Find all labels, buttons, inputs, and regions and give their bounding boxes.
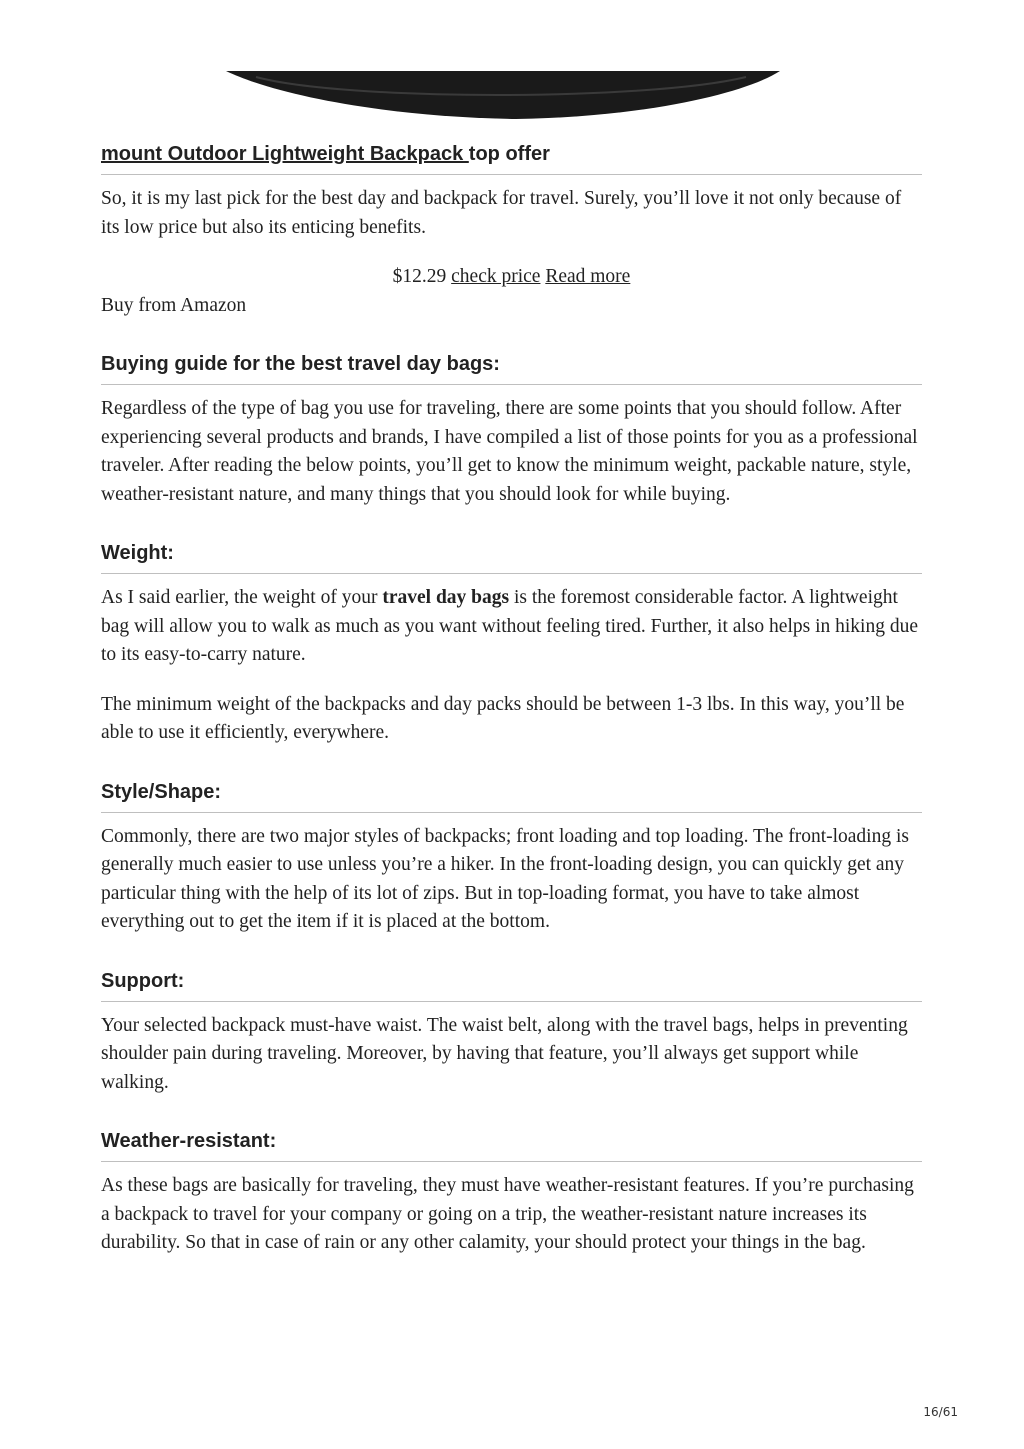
article-content: [101, 140, 922, 1258]
check-price-link[interactable]: check price: [451, 266, 541, 287]
page-number: 16/61: [923, 1405, 958, 1419]
style-paragraph: Commonly, there are two major styles of backpacks; front loading and top loading. The front-loading is generally much easier to use unless you’re a hiker. In the front-loading design, you can quickly get any particular thing with the help of its lot of zips. But in top-loading format, you have to take almost everything out to get the item if it is placed at the bottom.: [101, 825, 909, 932]
weight-heading: Weight:: [101, 539, 922, 574]
support-heading: Support:: [101, 967, 922, 1002]
weight-paragraph-2: The minimum weight of the backpacks and day packs should be between 1-3 lbs. In this way, you’ll be able to use it efficiently, everywhere.: [101, 693, 905, 743]
weight-text-start: As I said earlier, the weight of your: [101, 587, 383, 608]
product-description: So, it is my last pick for the best day and backpack for travel. Surely, you’ll love it not only because of its low price but also its enticing benefits.: [101, 188, 902, 238]
weight-paragraph-1: [101, 584, 922, 670]
price-line: [101, 263, 922, 292]
support-paragraph: Your selected backpack must-have waist. The waist belt, along with the travel bags, helps in preventing shoulder pain during traveling. Moreover, by having that feature, you’ll always get support while walking.: [101, 1014, 908, 1093]
product-heading: [101, 140, 922, 175]
weight-text-end: is the foremost considerable factor. A lightweight bag will allow you to walk as much as you want without feeling tired. Further, it also helps in hiking due to its easy-to-carry nature.: [101, 587, 919, 665]
backpack-bottom-image: [226, 71, 780, 121]
style-heading: Style/Shape:: [101, 778, 922, 813]
weather-heading: Weather-resistant:: [101, 1127, 922, 1162]
price-value: $12.29: [392, 266, 447, 287]
travel-day-bags-keyword: travel day bags: [382, 587, 510, 608]
weather-paragraph: As these bags are basically for traveling, they must have weather-resistant features. If you’re purchasing a backpack to travel for your company or going on a trip, the weather-resistant nature increases its durability. So that in case of rain or any other calamity, your should protect your things in the bag.: [101, 1175, 914, 1253]
buying-guide-heading: Buying guide for the best travel day bags:: [101, 350, 922, 385]
read-more-link[interactable]: Read more: [545, 266, 631, 287]
product-title-link[interactable]: mount Outdoor Lightweight Backpack: [101, 143, 469, 165]
buy-from-amazon: Buy from Amazon: [101, 294, 247, 316]
top-offer-label: top offer: [468, 143, 550, 165]
buying-guide-intro: Regardless of the type of bag you use for traveling, there are some points that you should follow. After experiencing several products and brands, I have compiled a list of those points for you as a professional traveler. After reading the below points, you’ll get to know the minimum weight, packable nature, style, weather-resistant nature, and many things that you should look for while buying.: [101, 398, 918, 505]
